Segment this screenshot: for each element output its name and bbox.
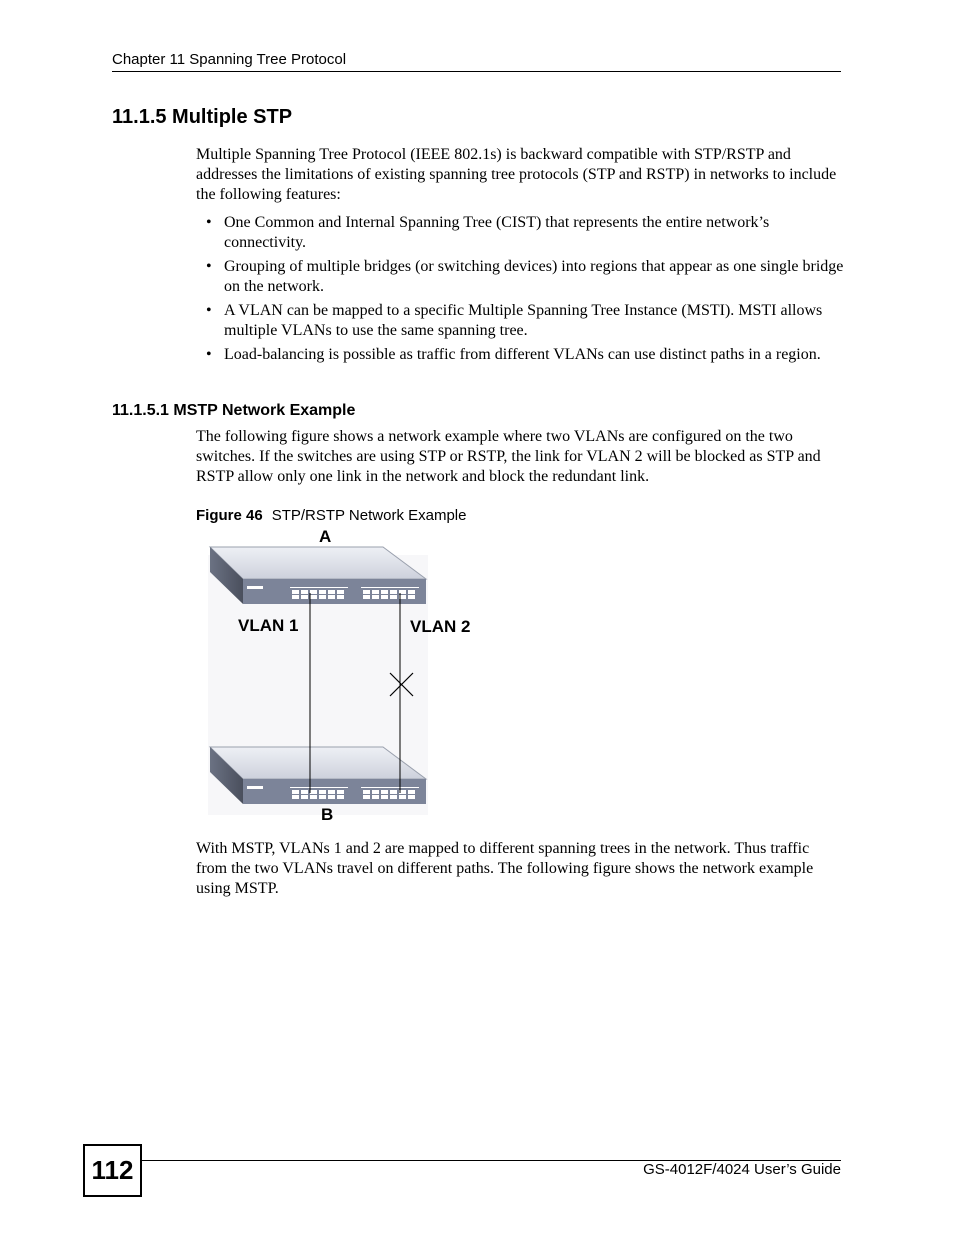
bullet-icon: • [206,302,212,319]
switch-port [301,790,308,794]
bullet-icon: • [206,346,212,363]
switch-port [381,590,388,594]
bullet-icon: • [206,214,212,231]
switch-port [372,590,379,594]
switch-port [337,795,344,799]
switch-icon [210,547,426,604]
switch-icon [210,747,426,804]
figure-label: Figure 46 [196,507,263,524]
list-item-text: One Common and Internal Spanning Tree (CIST) that represents the entire network’s connectivity. [224,214,770,251]
list-item [196,213,844,253]
footer-guide-title: GS-4012F/4024 User’s Guide [643,1161,841,1178]
switch-port [390,790,397,794]
after-figure-text: With MSTP, VLANs 1 and 2 are mapped to different spanning trees in the network. Thus traffic from the two VLANs travel on different paths. The following figure shows the network example using MSTP. [196,840,814,897]
list-item-text: Load-balancing is possible as traffic from different VLANs can use distinct paths in a region. [224,346,821,363]
figure-caption [196,507,466,524]
vlan1-label: VLAN 1 [238,616,299,635]
switch-port [310,795,317,799]
switch-port [372,795,379,799]
switch-port [292,590,299,594]
list-item-text: Grouping of multiple bridges (or switching devices) into regions that appear as one single bridge on the network. [224,258,844,295]
vlan2-label: VLAN 2 [410,617,471,636]
switch-port [337,790,344,794]
switch-port [408,590,415,594]
switch-port [381,795,388,799]
list-item-text: A VLAN can be mapped to a specific Multiple Spanning Tree Instance (MSTI). MSTI allows multiple VLANs to use the same spanning tree. [224,302,823,339]
switch-port [301,795,308,799]
switch-port [310,590,317,594]
port-led-row [361,587,419,588]
section-intro: Multiple Spanning Tree Protocol (IEEE 802.1s) is backward compatible with STP/RSTP and addresses the limitations of existing spanning tree protocols (STP and RSTP) in networks to include the following features: [196,146,837,203]
port-led-row [290,587,348,588]
subsection-intro: The following figure shows a network example where two VLANs are configured on the two switches. If the switches are using STP or RSTP, the link for VLAN 2 will be blocked as STP and RSTP allow only one link in the network and block the redundant link. [196,428,821,485]
switch-port [381,595,388,599]
switch-port [319,790,326,794]
switch-port [301,595,308,599]
network-diagram [200,525,500,830]
switch-port [310,790,317,794]
switch-port [363,795,370,799]
feature-list [196,213,844,369]
port-led-row [361,787,419,788]
running-header: Chapter 11 Spanning Tree Protocol [112,51,347,68]
switch-port [328,595,335,599]
switch-port [390,590,397,594]
switch-port [292,595,299,599]
bullet-icon: • [206,258,212,275]
switch-port [408,795,415,799]
switch-port [337,595,344,599]
switch-port [408,595,415,599]
switch-port [328,795,335,799]
page-number: 112 [83,1144,142,1197]
switch-port [372,790,379,794]
switch-port [292,790,299,794]
switch-port [337,590,344,594]
figure-title: STP/RSTP Network Example [271,507,467,524]
switch-b-label: B [321,805,334,824]
list-item [196,301,844,341]
switch-port [319,590,326,594]
switch-port [319,795,326,799]
switch-port [363,590,370,594]
switch-port [328,790,335,794]
switch-port [363,790,370,794]
port-led-row [290,787,348,788]
switch-port [390,595,397,599]
switch-port [328,590,335,594]
switch-port [399,795,406,799]
list-item [196,257,844,297]
section-title: 11.1.5 Multiple STP [112,106,293,128]
subsection-title: 11.1.5.1 MSTP Network Example [112,402,356,419]
header-rule [112,71,841,72]
switch-port [390,795,397,799]
switch-port [372,595,379,599]
switch-port [292,795,299,799]
switch-port [319,595,326,599]
stp-network-figure [200,525,500,830]
switch-port [301,590,308,594]
switch-port [363,595,370,599]
switch-port [381,790,388,794]
switch-a-label: A [319,527,332,546]
list-item [196,345,844,365]
switch-port [310,595,317,599]
switch-port [408,790,415,794]
